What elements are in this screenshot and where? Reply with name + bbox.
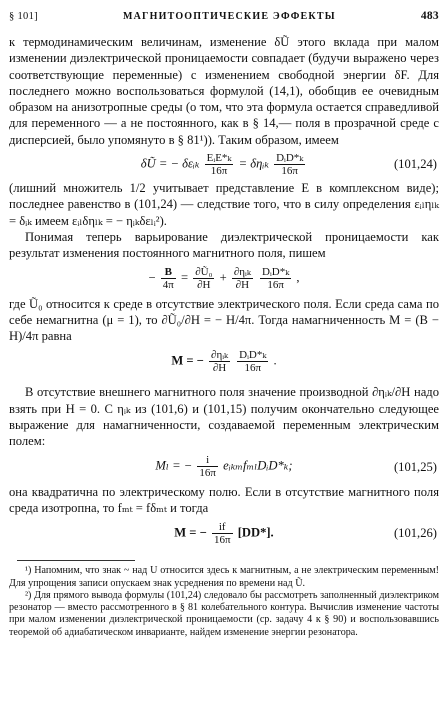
equation-number: (101,26) (393, 526, 437, 541)
eq-end: , (296, 270, 300, 285)
equation-number: (101,24) (393, 156, 437, 171)
equation-body (171, 349, 276, 374)
numerator: EᵢE*ₖ (206, 151, 232, 164)
numerator: ∂ηᵢₖ (211, 348, 229, 361)
numerator: i (197, 454, 218, 467)
fraction (232, 266, 253, 291)
fraction (237, 349, 268, 374)
fraction (205, 152, 234, 177)
paragraph-1: к термодинамическим величинам, изменение δŨ этого вклада при малом изменении диэлектрической проницаемости совпадает (будучи выражено через соответствующие переменные) с изменением свободной энергии δF. Для последнего можно воспользоваться формулой (14,1), обобщив ее очевидным образом на анизотропные среды (о том, что эта формула остается справедливой для переменного — а не постоянного, как в § 14,— поля в прозрачной среде с дисперсией, было упомянуто в § 81¹)). Таким образом, имеем (9, 35, 439, 147)
denominator: ∂H (235, 279, 250, 292)
eq-rhs: eᵢₖₘfₘₗDᵢD*ₖ; (223, 458, 293, 473)
equation-101-25 (9, 450, 439, 484)
footnote-divider (17, 560, 135, 561)
equation-body (141, 152, 308, 177)
paragraph-5: В отсутствие внешнего магнитного поля значение производной ∂ηᵢₖ/∂H надо взять при H = 0. С ηᵢₖ из (101,6) и (101,15) получим окончательно следующее выражение для намагниченности, создаваемой переменным электрическим полем: (9, 385, 439, 449)
denominator: 16π (267, 279, 284, 292)
eq-middle: = δηᵢₖ (238, 155, 269, 170)
numerator: ∂Ũ₀ (195, 266, 213, 279)
footnote-1: ¹) Напомним, что знак ~ над U относится здесь к магнитным, а не электрическим переменным! Для упрощения записи опускаем знак усреднения по времени над Ũ. (9, 565, 439, 589)
running-header (9, 8, 439, 34)
equation-body (155, 454, 292, 479)
equation-101-24 (9, 148, 439, 180)
denominator: 4π (162, 279, 174, 292)
numerator: DᵢD*ₖ (262, 266, 290, 279)
numerator: B (161, 266, 176, 279)
eq-rhs: [DD*]. (237, 525, 274, 540)
paragraph-3: Понимая теперь варьирование диэлектрической проницаемости как результат изменения постоянного магнитного поля, пишем (9, 229, 439, 261)
fraction (193, 266, 214, 291)
eq-lhs: δŨ = − δεᵢₖ (140, 155, 200, 170)
eq-lhs: − (148, 270, 156, 285)
fraction (197, 454, 218, 479)
paragraph-2: (лишний множитель 1/2 учитывает представление E в комплексном виде); последнее равенство в (101,24) — следствие того, что в силу определения εᵢₗηₗₖ = δᵢₖ имеем εᵢₗδηₗₖ = − ηᵢₖδεₗᵢ²). (9, 181, 439, 228)
fraction (260, 266, 291, 291)
numerator: DᵢD*ₖ (239, 348, 267, 361)
footnotes (9, 565, 439, 639)
equation-101-26 (9, 516, 439, 550)
paragraph-6: она квадратична по электрическому полю. Если в отсутствие магнитного поля среда изотропна, то fₘₜ = fδₘₜ и тогда (9, 484, 439, 515)
equation-magnetization (9, 344, 439, 378)
eq-lhs: M = − (174, 525, 207, 540)
fraction (209, 349, 230, 374)
denominator: 16π (210, 164, 228, 177)
equation-body (148, 266, 299, 291)
fraction (274, 152, 305, 177)
eq-end: . (273, 353, 277, 368)
equals-sign: = (180, 270, 189, 285)
paragraph-4: где Ũ₀ относится к среде в отсутствие электрического поля. Если среда сама по себе немагнитна (μ = 1), то ∂Ũ₀/∂H = − H/4π. Тогда намагниченность M = (B − H)/4π равна (9, 296, 439, 344)
fraction (161, 266, 176, 291)
denominator: 16π (213, 533, 231, 546)
numerator: DᵢD*ₖ (276, 151, 304, 164)
footnote-2: ²) Для прямого вывода формулы (101,24) следовало бы рассмотреть заполненный диэлектриком резонатор — вместо рассмотренного в § 81 колебательного контура. Вычислив изменение частоты при малом изменении диэлектрической проницаемости (ср. задачу 4 к § 90) и воспользовавшись теоремой об адиабатическом инварианте, найдем изменение энергии резонатора. (9, 589, 439, 638)
fraction (212, 521, 233, 546)
numerator: ∂ηᵢₖ (233, 266, 251, 279)
eq-lhs: Mₗ = − (155, 458, 193, 473)
denominator: 16π (199, 467, 216, 480)
denominator: ∂H (197, 279, 211, 292)
page-number: 483 (420, 10, 439, 22)
denominator: 16π (244, 361, 262, 374)
numerator: if (212, 521, 233, 534)
section-ref: § 101] (9, 11, 38, 22)
plus-sign: + (219, 270, 227, 285)
eq-lhs: M = − (171, 353, 204, 368)
denominator: ∂H (212, 361, 227, 374)
equation-number: (101,25) (393, 459, 437, 474)
denominator: 16π (281, 164, 298, 177)
equation-magnetic-variation (9, 262, 439, 296)
equation-body (174, 521, 273, 546)
page-title: МАГНИТООПТИЧЕСКИЕ ЭФФЕКТЫ (123, 11, 336, 22)
